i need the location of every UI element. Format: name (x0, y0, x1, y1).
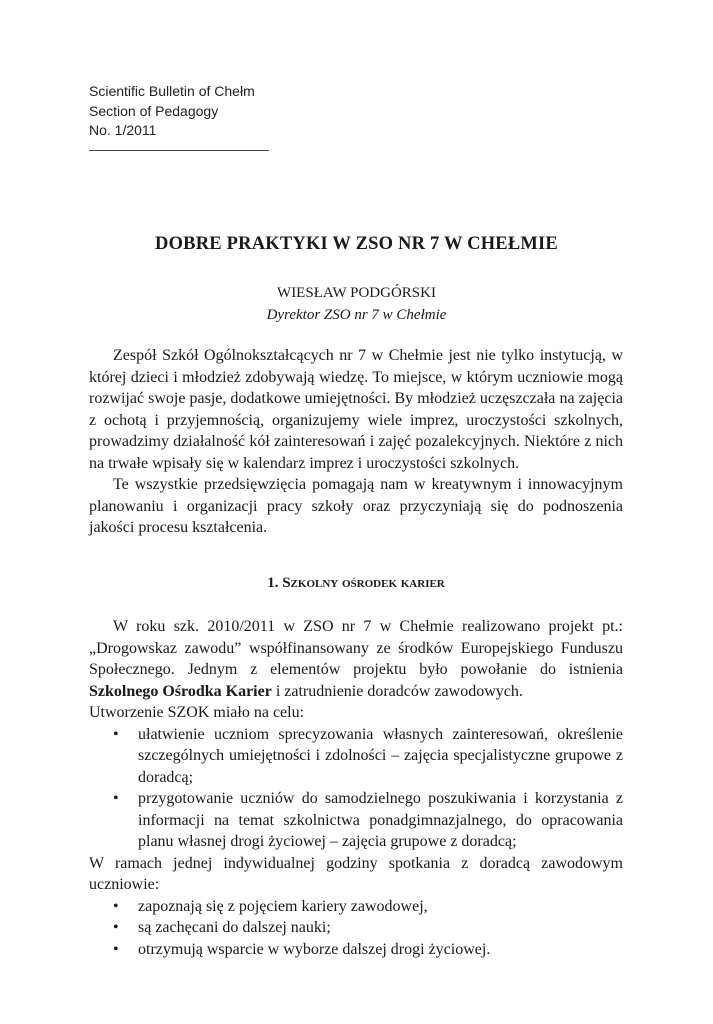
list-item (89, 724, 623, 789)
paragraph-text: i zatrudnienie doradców zawodowych. (271, 682, 523, 700)
list-item (89, 939, 623, 961)
meeting-intro: W ramach jednej indywidualnej godziny spotkania z doradcą zawodowym uczniowie: (89, 854, 623, 893)
list-item (89, 896, 623, 918)
bullet-icon: • (113, 725, 119, 743)
section-number: 1. (267, 574, 279, 591)
bullet-icon: • (113, 790, 119, 807)
list-item-text: ułatwienie uczniom sprecyzowania własnych zainteresowań, określenie szczególnych umiejętności i zdolności – zajęcia specjalistyczne grupowe z doradcą; (138, 725, 623, 786)
article-title: DOBRE PRAKTYKI W ZSO NR 7 W CHEŁMIE (155, 234, 558, 254)
list-item (89, 917, 623, 939)
section-title: Szkolny ośrodek karier (282, 574, 445, 591)
bullet-icon: • (113, 897, 119, 915)
bullet-icon: • (113, 940, 119, 958)
list-item (89, 788, 623, 853)
list-item-text: otrzymują wsparcie w wyborze dalszej drogi życiowej. (138, 940, 491, 958)
journal-section: Section of Pedagogy (89, 102, 219, 119)
article-body (89, 345, 623, 960)
author-affiliation: Dyrektor ZSO nr 7 w Chełmie (266, 307, 447, 323)
aims-intro: Utworzenie SZOK miało na celu: (89, 704, 305, 721)
list-item-text: zapoznają się z pojęciem kariery zawodowej, (138, 897, 428, 915)
paragraph-text: W roku szk. 2010/2011 w ZSO nr 7 w Chełmie realizowano projekt pt.: „Drogowskaz zawodu” współfinansowany ze środków Europejskiego Funduszu Społecznego. Jednym z elementów projektu było powołanie do istnienia (89, 618, 623, 678)
intro-paragraph: Te wszystkie przedsięwzięcia pomagają nam w kreatywnym i innowacyjnym planowaniu i organizacji pracy szkoły oraz przyczyniają się do podnoszenia jakości procesu kształcenia. (89, 476, 623, 536)
list-item-text: są zachęcani do dalszej nauki; (138, 919, 331, 936)
article-author: WIESŁAW PODGÓRSKI (277, 285, 436, 301)
emphasis-text: Szkolnego Ośrodka Karier (89, 682, 272, 700)
section-paragraph (89, 616, 623, 702)
bullet-icon: • (113, 919, 119, 936)
journal-issue: No. 1/2011 (89, 122, 157, 138)
journal-header (89, 82, 269, 141)
section-heading (89, 573, 623, 595)
journal-name: Scientific Bulletin of Chełm (89, 83, 255, 99)
header-divider (89, 150, 269, 151)
aims-list (89, 724, 623, 853)
intro-paragraph: Zespół Szkół Ogólnokształcących nr 7 w Chełmie jest nie tylko instytucją, w której dzieci i młodzież zdobywają wiedzę. To miejsce, w którym uczniowie mogą rozwijać swoje pasje, dodatkowe umiejętności. By młodzież uczęszczała na zajęcia z ochotą i przyjemnością, organizujemy wiele imprez, uroczystości szkolnych, prowadzimy działalność kół zainteresowań i zajęć pozalekcyjnych. Niektóre z nich na trwałe wpisały się w kalendarz imprez i uroczystości szkolnych. (89, 347, 623, 472)
meeting-list (89, 896, 623, 961)
list-item-text: przygotowanie uczniów do samodzielnego poszukiwania i korzystania z informacji na temat szkolnictwa ponadgimnazjalnego, do opracowania planu własnej drogi życiowej – zajęcia grupowe z doradcą; (138, 790, 623, 850)
